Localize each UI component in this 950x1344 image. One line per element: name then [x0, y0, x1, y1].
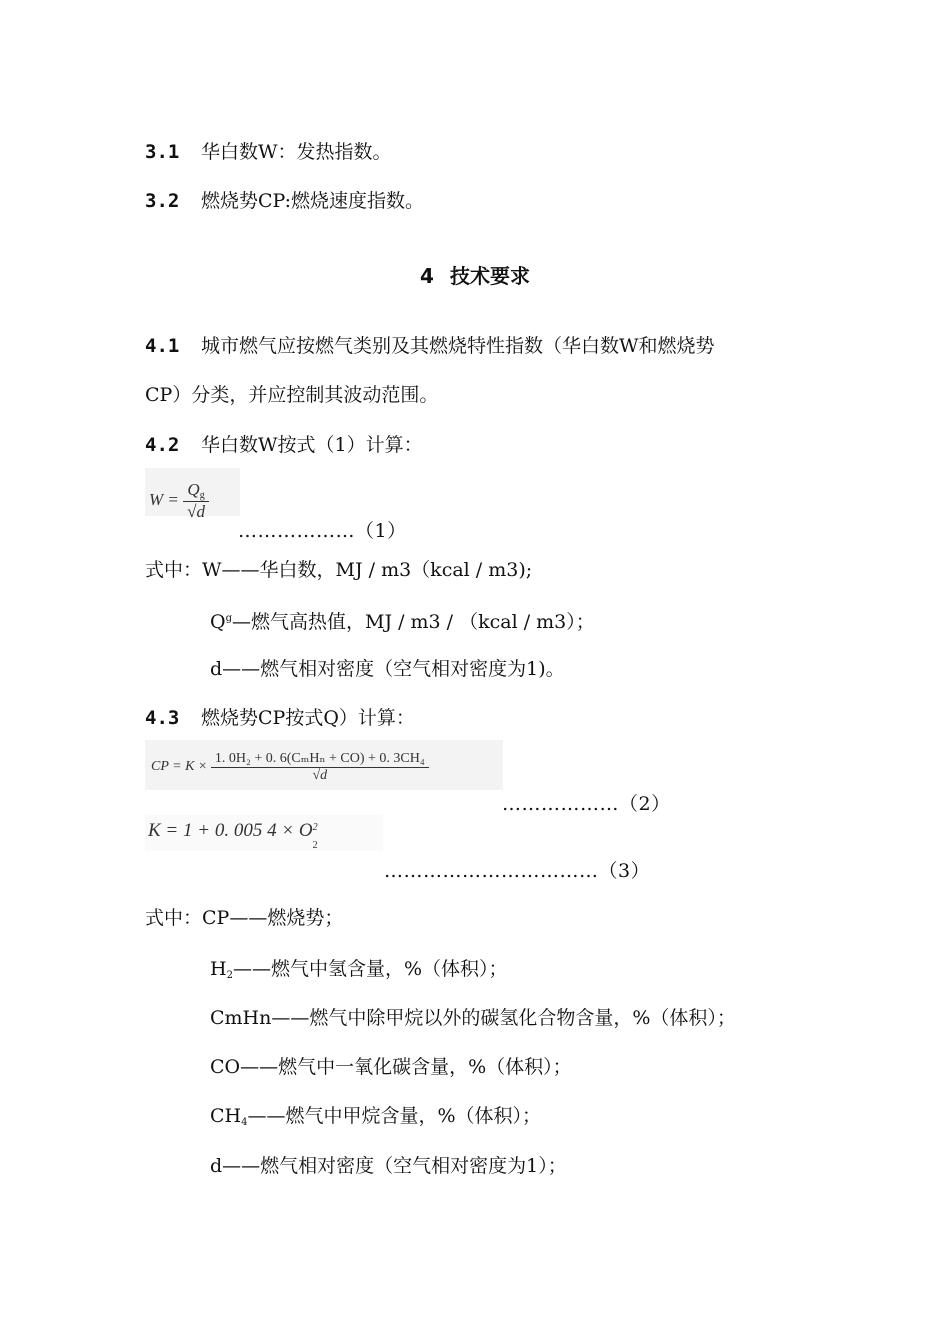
q-description: —燃气高热值，MJ / m3 / （kcal / m3）； — [231, 611, 595, 633]
section-text: CP）分类，并应控制其波动范围。 — [145, 384, 439, 406]
formula-2-ref: ………………（2） — [502, 793, 671, 815]
section-number: 3.1 — [145, 141, 180, 163]
h2-symbol: H — [210, 958, 227, 980]
section-text: 华白数W：发热指数。 — [201, 141, 392, 163]
formula-numerator: Q — [187, 480, 200, 499]
where-2-h2 — [210, 956, 508, 989]
formula-denominator: √d — [187, 502, 205, 521]
formula-3-ref: ……………………………（3） — [384, 860, 651, 882]
section-number: 4.2 — [145, 434, 180, 456]
section-4-1-line1 — [145, 333, 715, 359]
formula-subscript: 2 — [312, 840, 318, 851]
section-text: 燃烧势CP:燃烧速度指数。 — [201, 190, 425, 212]
section-number: 4.3 — [145, 707, 180, 729]
section-3-1 — [145, 139, 392, 165]
q-symbol: Q — [210, 611, 226, 633]
ch4-description: ——燃气中甲烷含量，%（体积）； — [247, 1105, 542, 1127]
section-3-2 — [145, 188, 424, 214]
h2-description: ——燃气中氢含量，%（体积）； — [232, 958, 508, 980]
formula-lhs: CP = K × — [151, 759, 208, 775]
where-2-ch4 — [210, 1103, 541, 1136]
formula-2-image — [145, 740, 503, 790]
section-4-2 — [145, 432, 423, 458]
h2-subscript: 2 — [226, 970, 233, 981]
where-1-d: d——燃气相对密度（空气相对密度为1)。 — [210, 658, 565, 680]
section-heading-4 — [0, 260, 950, 289]
where-1-q — [210, 606, 595, 635]
section-text: 城市燃气应按燃气类别及其燃烧特性指数（华白数W和燃烧势 — [201, 335, 715, 357]
section-text: 华白数W按式（1）计算： — [201, 434, 423, 456]
formula-superscript: 2 — [312, 822, 318, 833]
heading-number: 4 — [420, 264, 434, 288]
formula-lhs: W = — [149, 489, 179, 509]
section-text: 燃烧势CP按式Q）计算： — [201, 707, 415, 729]
formula-numerator: 1. 0H₂ + 0. 6(CₘHₙ + CO) + 0. 3CH₄ — [211, 750, 429, 768]
where-2-co: CO——燃气中一氧化碳含量，%（体积）； — [210, 1056, 572, 1078]
where-2-lead: 式中：CP——燃烧势； — [145, 907, 344, 929]
where-1-lead: 式中：W——华白数，MJ / m3（kcal / m3); — [145, 559, 533, 581]
formula-text: K = 1 + 0. 005 4 × O — [148, 820, 313, 841]
q-superscript: g — [225, 613, 232, 624]
section-4-3 — [145, 705, 415, 731]
where-2-cmhn: CmHn——燃气中除甲烷以外的碳氢化合物含量，%（体积）； — [210, 1007, 736, 1029]
section-4-1-line2 — [145, 382, 438, 408]
section-number: 3.2 — [145, 190, 180, 212]
ch4-symbol: CH — [210, 1105, 242, 1127]
formula-fraction — [183, 480, 209, 522]
formula-3-image — [145, 815, 383, 851]
formula-fraction — [211, 750, 429, 784]
formula-1-ref: ………………（1） — [238, 520, 407, 542]
where-2-d: d——燃气相对密度（空气相对密度为1）； — [210, 1155, 567, 1177]
formula-1-image — [145, 468, 240, 521]
ch4-subscript: 4 — [241, 1117, 248, 1128]
heading-text: 技术要求 — [449, 264, 530, 288]
section-number: 4.1 — [145, 335, 180, 357]
formula-denominator: √d — [312, 768, 328, 783]
formula-numerator-sub: g — [199, 490, 205, 501]
